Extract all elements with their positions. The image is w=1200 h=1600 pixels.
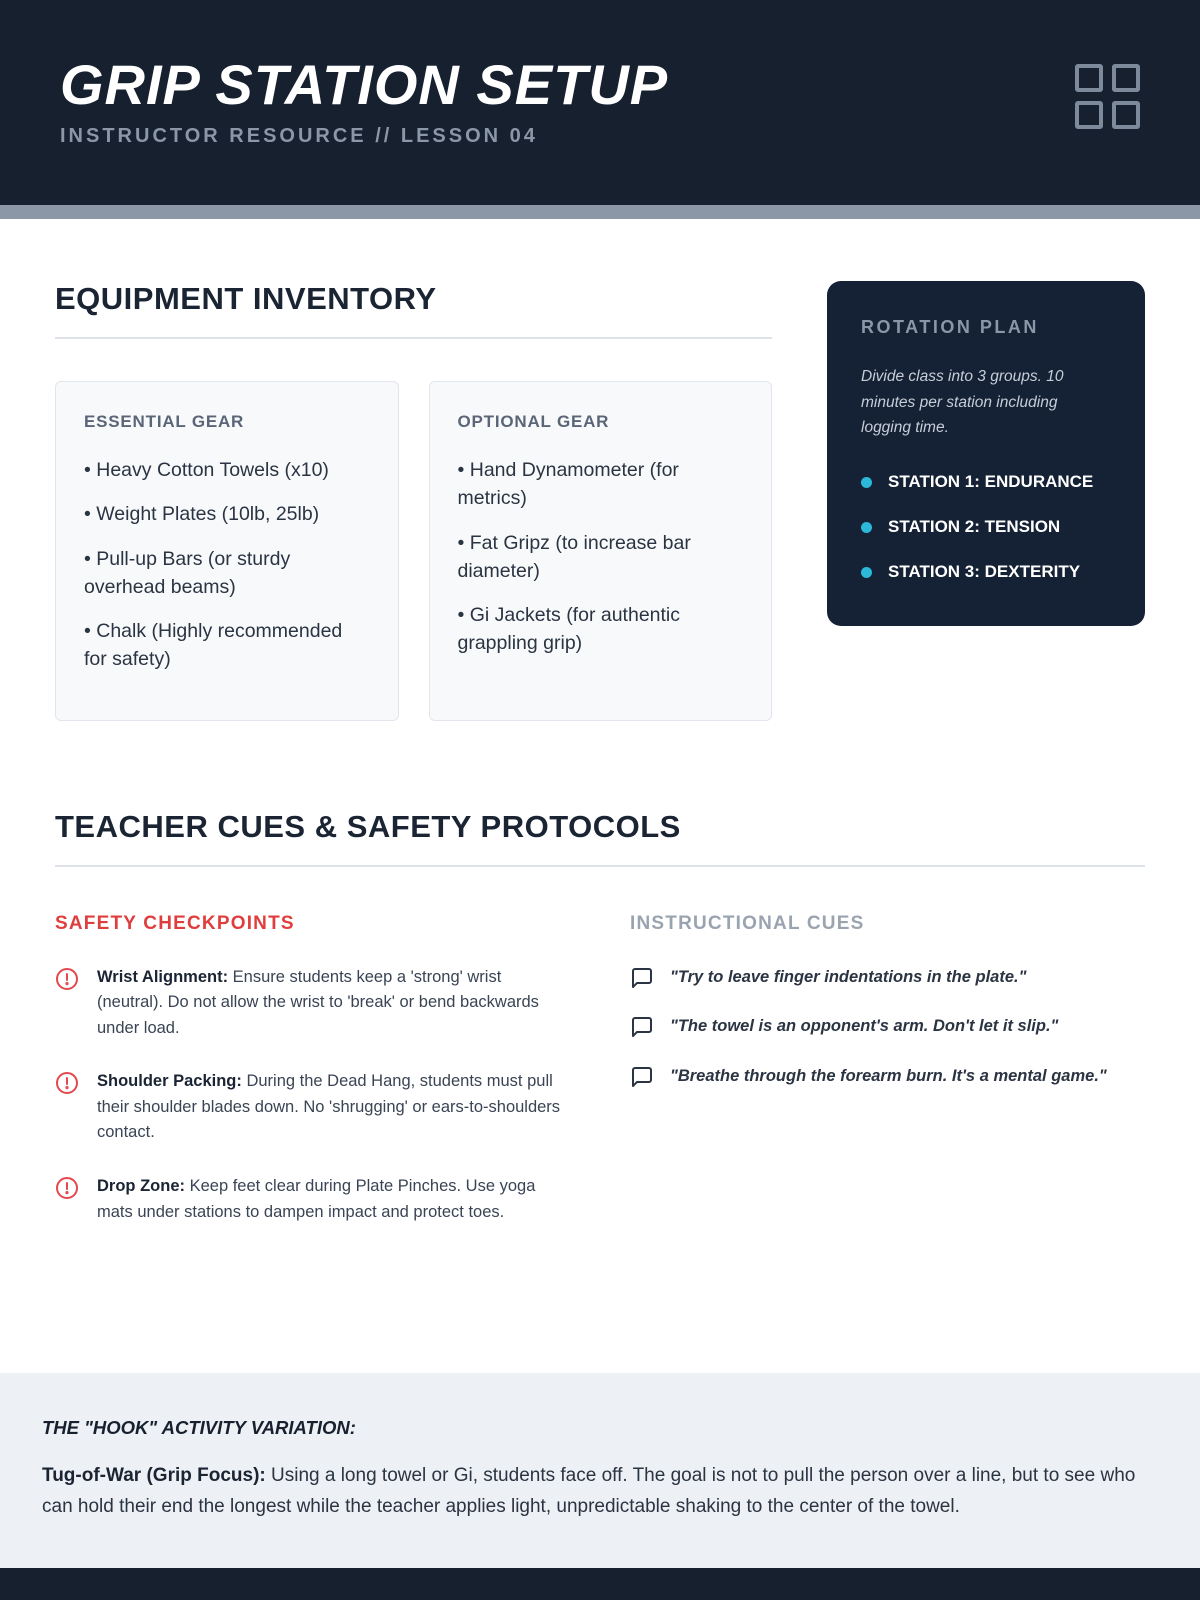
instructional-cues-title: INSTRUCTIONAL CUES (630, 912, 865, 934)
gear-item: • Weight Plates (10lb, 25lb) (84, 500, 370, 528)
gear-item: • Chalk (Highly recommended for safety) (84, 617, 370, 674)
safety-item (55, 1069, 570, 1146)
rotation-plan-title: ROTATION PLAN (861, 317, 1039, 337)
station-dot-icon (861, 522, 872, 533)
gear-cards (55, 381, 772, 721)
station-item (861, 561, 1111, 584)
footer-bar (0, 1568, 1200, 1600)
gear-card-title: OPTIONAL GEAR (457, 412, 610, 431)
cue-text: "Breathe through the forearm burn. It's a mental game." (670, 1066, 1107, 1085)
rotation-plan-card (827, 281, 1145, 626)
main-content (0, 219, 1200, 1373)
station-dot-icon (861, 477, 872, 488)
grid-square (1075, 101, 1103, 129)
instructional-cues (630, 913, 1145, 1254)
grid-squares-icon (1075, 64, 1140, 129)
equipment-section (55, 281, 1145, 721)
hook-activity-section (0, 1373, 1200, 1568)
safety-checkpoints (55, 913, 570, 1254)
hook-activity-label: Tug-of-War (Grip Focus): (42, 1465, 266, 1487)
safety-body: During the Dead Hang, students must pull their shoulder blades down. No 'shrugging' or ears-to-shoulders contact. (97, 1072, 561, 1142)
safety-label: Drop Zone: (97, 1176, 185, 1195)
gear-item: • Gi Jackets (for authentic grappling grip) (458, 601, 744, 658)
protocols-title: TEACHER CUES & SAFETY PROTOCOLS (55, 808, 681, 844)
safety-item (55, 965, 570, 1042)
grid-square (1112, 64, 1140, 92)
speech-bubble-icon (630, 966, 654, 990)
safety-text (97, 1174, 570, 1225)
gear-item: • Pull-up Bars (or sturdy overhead beams) (84, 545, 370, 602)
protocols-columns (55, 913, 1145, 1254)
alert-circle-icon (55, 967, 79, 991)
station-label: STATION 2: TENSION (888, 516, 1061, 536)
alert-circle-icon (55, 1176, 79, 1200)
hook-activity-title: THE "HOOK" ACTIVITY VARIATION: (42, 1417, 356, 1439)
safety-text (97, 965, 570, 1042)
page-header (0, 0, 1200, 205)
page-subtitle: INSTRUCTOR RESOURCE // LESSON 04 (60, 124, 538, 147)
station-item (861, 516, 1111, 539)
header-divider-bar (0, 205, 1200, 219)
gear-item: • Heavy Cotton Towels (x10) (84, 456, 370, 484)
safety-checkpoints-title: SAFETY CHECKPOINTS (55, 912, 295, 934)
station-label: STATION 1: ENDURANCE (888, 471, 1094, 491)
cue-item (630, 1014, 1145, 1040)
gear-list (458, 456, 744, 658)
station-dot-icon (861, 567, 872, 578)
station-label: STATION 3: DEXTERITY (888, 561, 1081, 581)
cue-text: "Try to leave finger indentations in the plate." (670, 967, 1027, 986)
gear-item: • Hand Dynamometer (for metrics) (458, 456, 744, 513)
header-text-block (60, 53, 669, 148)
safety-text (97, 1069, 570, 1146)
equipment-inventory (55, 281, 772, 721)
hook-activity-body: Using a long towel or Gi, students face off. The goal is not to pull the person over a line, but to see who can hold their end the longest while the teacher applies light, unpredictable shaking to the center of the towel. (42, 1465, 1136, 1517)
gear-list (84, 456, 370, 674)
safety-item (55, 1174, 570, 1225)
cue-item (630, 965, 1145, 991)
safety-label: Shoulder Packing: (97, 1072, 242, 1091)
grid-square (1075, 64, 1103, 92)
speech-bubble-icon (630, 1065, 654, 1089)
station-item (861, 471, 1111, 494)
hook-activity-text (42, 1461, 1158, 1522)
cue-text: "The towel is an opponent's arm. Don't let it slip." (670, 1017, 1059, 1036)
page-title: GRIP STATION SETUP (60, 53, 669, 116)
section-rule (55, 865, 1145, 867)
protocols-section (55, 809, 1145, 1254)
rotation-plan-note: Divide class into 3 groups. 10 minutes per station including logging time. (861, 368, 1064, 437)
essential-gear-card (55, 381, 399, 721)
safety-body: Ensure students keep a 'strong' wrist (neutral). Do not allow the wrist to 'break' or bend backwards under load. (97, 967, 539, 1037)
gear-card-title: ESSENTIAL GEAR (84, 412, 245, 431)
grid-square (1112, 101, 1140, 129)
optional-gear-card (429, 381, 773, 721)
equipment-title: EQUIPMENT INVENTORY (55, 281, 437, 316)
cue-item (630, 1064, 1145, 1090)
safety-body: Keep feet clear during Plate Pinches. Use yoga mats under stations to dampen impact and protect toes. (97, 1176, 536, 1221)
alert-circle-icon (55, 1071, 79, 1095)
section-rule (55, 337, 772, 339)
safety-label: Wrist Alignment: (97, 967, 229, 986)
gear-item: • Fat Gripz (to increase bar diameter) (458, 529, 744, 586)
speech-bubble-icon (630, 1015, 654, 1039)
